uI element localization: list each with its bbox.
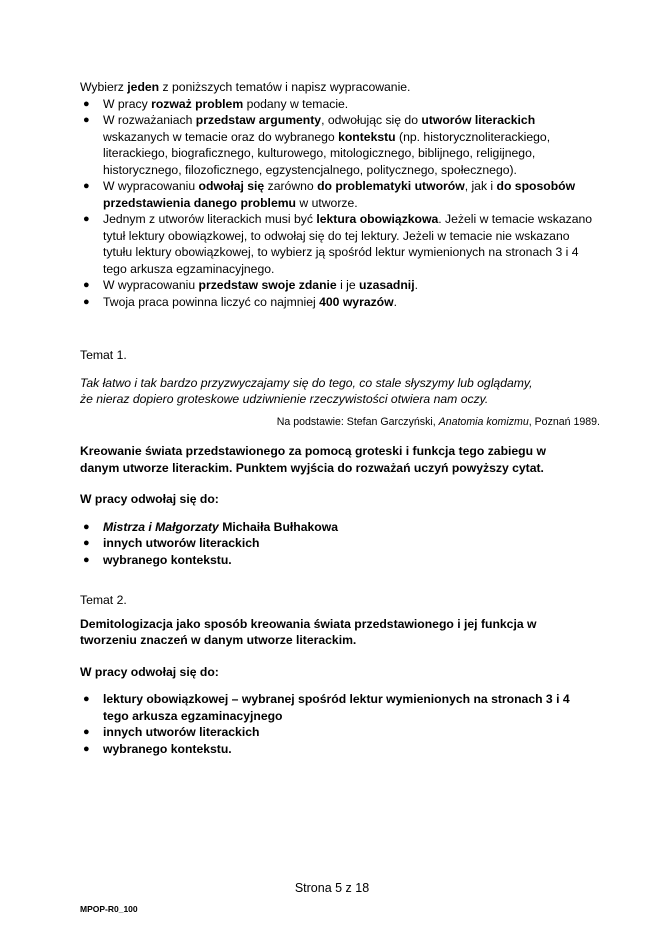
instruction-text: . [393, 294, 398, 309]
instruction-text: w utworze. [296, 195, 358, 210]
source-title: Anatomia komizmu [438, 415, 529, 428]
topic-2-label: Temat 2. [80, 593, 127, 607]
instruction-emphasis: odwołaj się [198, 179, 265, 193]
list-item [80, 519, 600, 536]
work-title: Mistrza i Małgorzaty [103, 519, 219, 534]
bullet-icon: ● [83, 279, 90, 291]
instruction-text: W pracy [103, 96, 152, 111]
instruction-text: i je [336, 278, 360, 292]
list-item [80, 535, 600, 552]
bullet-icon: ● [83, 726, 90, 738]
quote-source [80, 414, 600, 431]
list-item [80, 724, 600, 741]
instruction-emphasis: przedstaw argumenty [195, 113, 322, 127]
topic-2-refer-list [80, 691, 600, 757]
intro-text: Wybierz [80, 80, 128, 94]
topic-2-refer-label: W pracy odwołaj się do: [80, 664, 219, 679]
topic-1 [80, 347, 600, 568]
instruction-text: . Jeżeli w temacie wskazano tytuł lektury obowiązkowej, to odwołaj się do tej lektury. Jeżeli w temacie nie wskazano tytułu lektury obowiązkowej, to wybierz ją spośród lektur wymienionych na stronach 3 i 4 tego arkusza egzaminacyjnego. [103, 212, 593, 276]
list-item [80, 552, 600, 569]
instruction-text: . [414, 278, 418, 292]
instruction-text: , jak i [464, 179, 497, 193]
topic-2-task: Demitologizacja jako sposób kreowania świata przedstawionego i jej funkcja w tworzeniu znaczeń w danym utworze literackim. [80, 616, 537, 647]
instructions-intro [80, 79, 600, 96]
list-item-text: innych utworów literackich [103, 536, 260, 550]
bullet-icon: ● [83, 295, 90, 308]
list-item [80, 741, 600, 758]
topic-1-label: Temat 1. [80, 348, 127, 362]
list-item-text: lektury obowiązkowej – wybranej spośród lektur wymienionych na stronach 3 i 4 tego arkusza egzaminacyjnego [103, 692, 570, 723]
instruction-text: zarówno [264, 179, 318, 193]
instruction-emphasis: do problematyki utworów [317, 179, 465, 193]
list-item-text: wybranego kontekstu. [103, 741, 232, 756]
instruction-text: , odwołując się do [321, 113, 422, 127]
bullet-icon: ● [83, 693, 90, 705]
instruction-emphasis: utworów literackich [421, 113, 536, 127]
source-suffix: , Poznań 1989. [528, 415, 600, 428]
instruction-text: Jednym z utworów literackich musi być [103, 212, 317, 226]
topic-1-refer-list [80, 519, 600, 569]
instruction-emphasis: uzasadnij [359, 278, 415, 292]
instruction-text: podany w temacie. [243, 96, 349, 111]
instruction-item [80, 96, 600, 113]
instruction-emphasis: przedstaw swoje zdanie [198, 278, 337, 292]
topic-1-refer-label: W pracy odwołaj się do: [80, 492, 219, 506]
instruction-text: W wypracowaniu [103, 278, 199, 292]
intro-text: z poniższych tematów i napisz wypracowanie. [159, 80, 411, 94]
bullet-icon: ● [83, 114, 90, 126]
quote-line: Tak łatwo i tak bardzo przyzwyczajamy się do tego, co stale słyszymy lub oglądamy, [80, 375, 533, 390]
instruction-text: Twoja praca powinna liczyć co najmniej [103, 294, 320, 309]
instruction-text: wskazanych w temacie oraz do wybranego [103, 129, 339, 144]
list-item [80, 691, 583, 724]
work-author: Michaiła Bułhakowa [218, 519, 339, 534]
topic-1-quote [80, 375, 600, 408]
list-item-text: wybranego kontekstu. [103, 552, 232, 567]
document-code: MPOP-R0_100 [80, 904, 138, 914]
bullet-icon: ● [83, 97, 90, 110]
bullet-icon: ● [83, 553, 90, 566]
bullet-icon: ● [83, 520, 90, 533]
bullet-icon: ● [83, 213, 90, 225]
list-item-text: innych utworów literackich [103, 725, 260, 739]
instruction-emphasis: 400 wyrazów [319, 294, 394, 309]
quote-line: że nieraz dopiero groteskowe udziwnienie rzeczywistości otwiera nam oczy. [80, 392, 489, 406]
instruction-item [80, 294, 600, 311]
instruction-text: W rozważaniach [103, 113, 196, 127]
instruction-emphasis: do sposobów przedstawienia danego problemu [103, 179, 576, 210]
topic-1-task: Kreowanie świata przedstawionego za pomocą groteski i funkcja tego zabiegu w danym utworze literackim. Punktem wyjścia do rozważań uczyń powyższy cytat. [80, 444, 546, 475]
instruction-text: (np. historycznoliterackiego, literackiego, biograficznego, kulturowego, mitologicznego, biblijnego, religijnego, historycznego, filozoficznego, egzystencjalnego, politycznego, społecznego). [103, 129, 551, 177]
instructions [80, 79, 600, 310]
instructions-list [80, 96, 600, 311]
bullet-icon: ● [83, 180, 90, 192]
bullet-icon: ● [83, 537, 90, 549]
page-number: Strona 5 z 18 [294, 881, 370, 895]
intro-emphasis: jeden [127, 80, 160, 94]
instruction-emphasis: lektura obowiązkowa [316, 212, 439, 226]
bullet-icon: ● [83, 742, 90, 755]
instruction-item [80, 178, 600, 211]
instruction-text: W wypracowaniu [103, 179, 199, 193]
instruction-item [80, 112, 600, 178]
instruction-item [80, 277, 600, 294]
instruction-emphasis: rozważ problem [151, 96, 244, 111]
instruction-item [80, 211, 600, 277]
source-prefix: Na podstawie: Stefan Garczyński, [276, 415, 439, 428]
instruction-emphasis: kontekstu [338, 129, 396, 144]
topic-2 [80, 592, 600, 757]
